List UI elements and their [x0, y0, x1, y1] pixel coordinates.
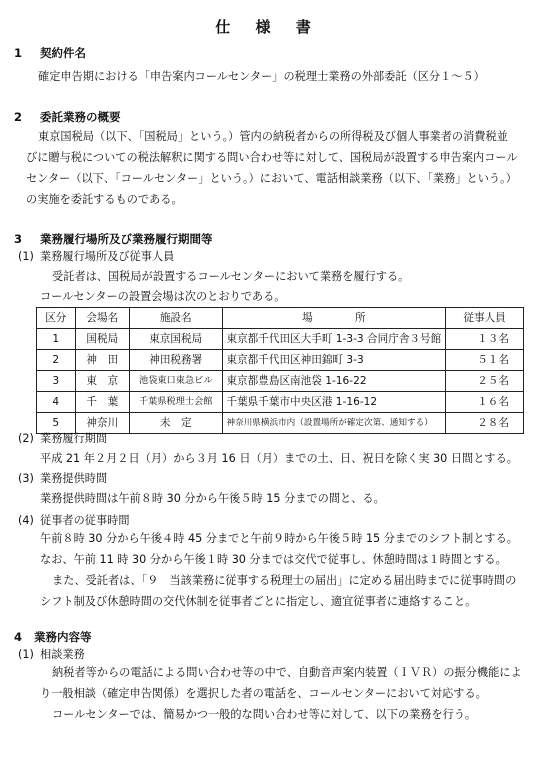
section-3-4-number: (4) [18, 514, 34, 527]
col-header-basho: 場 所 [222, 308, 446, 329]
section-3-2-number: (2) [18, 432, 34, 445]
section-3-4-line-1: 午前８時 30 分から午後４時 45 分までと午前９時から午後５時 15 分までのシフト制とする。 [40, 532, 518, 545]
cell-kaijo: 神奈川 [75, 413, 129, 434]
cell-jinin: ５１名 [446, 350, 524, 371]
section-3-1-line-1: 受託者は、国税局が設置するコールセンターにおいて業務を履行する。 [52, 270, 410, 283]
section-4-heading: 業務内容等 [34, 630, 92, 644]
section-3-3-heading: 業務提供時間 [40, 472, 108, 485]
section-2-number: 2 [14, 110, 23, 124]
section-4-1-line-1: 納税者等からの電話による問い合わせ等の中で、自動音声案内装置（ＩＶＲ）の振分機能によ [52, 666, 522, 679]
section-3-4-line-4: シフト制及び休憩時間の交代休制を従事者ごとに指定し、適宜従事者に連絡すること。 [40, 595, 477, 608]
cell-jinin: １３名 [446, 329, 524, 350]
table-row [37, 371, 524, 392]
cell-jinin: ２５名 [446, 371, 524, 392]
cell-kaijo: 神 田 [75, 350, 129, 371]
section-2-line-1: 東京国税局（以下、「国税局」という。）管内の納税者からの所得税及び個人事業者の消費税並 [38, 130, 508, 143]
section-4-1-heading: 相談業務 [40, 648, 85, 661]
col-header-kubun: 区分 [37, 308, 76, 329]
section-1-heading: 契約件名 [40, 46, 86, 60]
section-3-1-number: (1) [18, 250, 34, 263]
section-4-1-line-2: り一般相談（確定申告関係）を選択した者の電話を、コールセンターにおいて対応する。 [40, 687, 487, 700]
document-title: 仕 様 書 [215, 18, 321, 36]
cell-jinin: １６名 [446, 392, 524, 413]
cell-kubun: 4 [37, 392, 76, 413]
cell-shisetsu: 千葉県税理士会館 [129, 392, 222, 413]
section-1-text: 確定申告期における「申告案内コールセンター」の税理士業務の外部委託（区分１～５） [38, 70, 485, 83]
cell-basho: 神奈川県横浜市内（設置場所が確定次第、通知する） [222, 413, 446, 434]
cell-kubun: 2 [37, 350, 76, 371]
section-3-4-line-2: なお、午前 11 時 30 分から午後１時 30 分までは交代で従事し、休憩時間は１時間とする。 [40, 553, 507, 566]
section-2-line-4: の実施を委託するものである。 [26, 193, 183, 206]
table-row [37, 350, 524, 371]
col-header-kaijo: 会場名 [75, 308, 129, 329]
cell-kaijo: 東 京 [75, 371, 129, 392]
cell-basho: 東京都豊島区南池袋 1-16-22 [222, 371, 446, 392]
table-row [37, 329, 524, 350]
table-row [37, 413, 524, 434]
col-header-shisetsu: 施設名 [129, 308, 222, 329]
section-3-3-number: (3) [18, 472, 34, 485]
section-4-number: 4 [14, 630, 23, 644]
cell-kaijo: 国税局 [75, 329, 129, 350]
table-header-row [37, 308, 524, 329]
table-row [37, 392, 524, 413]
section-3-4-body [40, 528, 518, 612]
section-3-4-heading: 従事者の従事時間 [40, 514, 130, 527]
call-center-table [36, 307, 524, 434]
cell-shisetsu: 池袋東口東急ビル [129, 371, 222, 392]
section-3-2-text: 平成 21 年２月２日（月）から３月 16 日（月）までの土、日、祝日を除く実 30 日間とする。 [40, 452, 518, 465]
section-3-4-line-3: また、受託者は、「９ 当該業務に従事する税理士の届出」に定める届出時までに従事時間の [52, 574, 517, 587]
section-3-heading: 業務履行場所及び業務履行期間等 [40, 232, 213, 246]
cell-kubun: 1 [37, 329, 76, 350]
cell-kaijo: 千 葉 [75, 392, 129, 413]
cell-shisetsu: 神田税務署 [129, 350, 222, 371]
section-3-1-line-2: コールセンターの設置会場は次のとおりである。 [40, 290, 286, 303]
section-3-3-text: 業務提供時間は午前８時 30 分から午後５時 15 分までの間と、る。 [40, 492, 385, 505]
cell-basho: 東京都千代田区大手町 1-3-3 合同庁舎３号館 [222, 329, 446, 350]
cell-shisetsu: 東京国税局 [129, 329, 222, 350]
section-2-line-2: びに贈与税についての税法解釈に関する問い合わせ等に対して、国税局が設置する申告案内コール [26, 151, 518, 164]
section-4-1-body [40, 662, 522, 725]
cell-basho: 千葉県千葉市中央区港 1-16-12 [222, 392, 446, 413]
section-2-line-3: センター（以下、「コールセンター」という。）において、電話相談業務（以下、「業務」という。） [26, 172, 517, 185]
section-2-heading: 委託業務の概要 [40, 110, 121, 124]
section-3-number: 3 [14, 232, 23, 246]
col-header-jinin: 従事人員 [446, 308, 524, 329]
cell-shisetsu: 未 定 [129, 413, 222, 434]
cell-jinin: ２８名 [446, 413, 524, 434]
cell-kubun: 5 [37, 413, 76, 434]
section-2-body [26, 126, 518, 210]
section-4-1-number: (1) [18, 648, 34, 661]
section-3-2-heading: 業務履行期間 [40, 432, 108, 445]
cell-basho: 東京都千代田区神田錦町 3-3 [222, 350, 446, 371]
cell-kubun: 3 [37, 371, 76, 392]
section-4-1-line-3: コールセンターでは、簡易かつ一般的な問い合わせ等に対して、以下の業務を行う。 [52, 708, 477, 721]
section-1-number: 1 [14, 46, 23, 60]
section-3-1-heading: 業務履行場所及び従事人員 [40, 250, 175, 263]
